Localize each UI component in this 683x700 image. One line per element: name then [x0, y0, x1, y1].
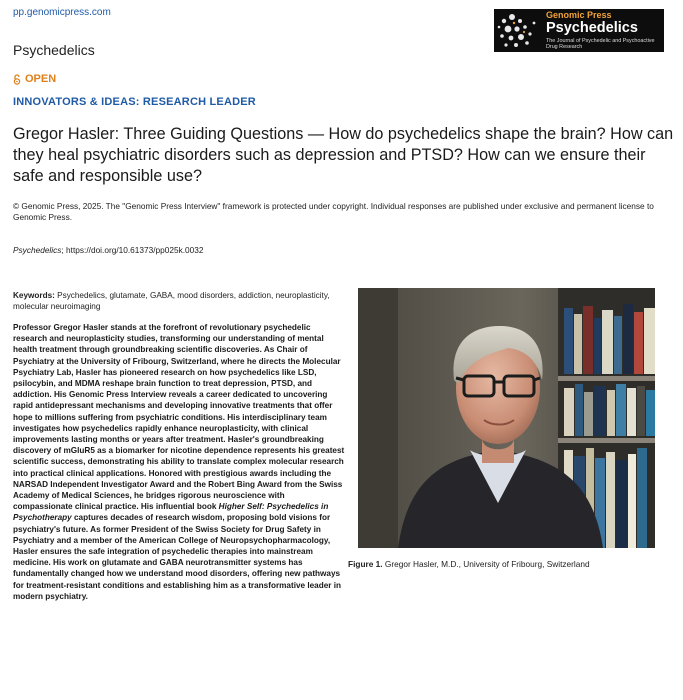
logo-publisher: Genomic Press	[546, 10, 612, 21]
open-lock-icon	[13, 74, 21, 85]
portrait-photo	[358, 288, 655, 548]
keywords-list: Psychedelics, glutamate, GABA, mood disorders, addiction, neuroplasticity, molecular neuroimaging	[13, 291, 330, 312]
journal-url[interactable]: pp.genomicpress.com	[13, 7, 111, 18]
abstract-text-2: captures decades of research wisdom, proposing bold visions for psychiatry's future. As former President of the Swiss Society for Drug Safety in Psychiatry and a member of the American College of Neuropsychopharmacology, Hasler ensures the safe integration of psychedelic therapies into mainstream medicine. His work on glutamate and GABA neurotransmitter systems has fundamentally changed how we understand mood disorders, offering new pathways for treatment-resistant conditions and establishing him as a transformative leader in modern psychiatry.	[13, 513, 342, 601]
open-access-label: OPEN	[25, 73, 57, 85]
logo-subtitle: The Journal of Psychedelic and Psychoactive Drug Research	[546, 37, 655, 50]
article-title: Gregor Hasler: Three Guiding Questions — How do psychedelics shape the brain? How can they heal psychiatric disorders such as depression and PTSD? How can we ensure their safe and responsible use?	[13, 125, 674, 185]
doi-link[interactable]: https://doi.org/10.61373/pp025k.0032	[66, 245, 204, 255]
section-heading: INNOVATORS & IDEAS: RESEARCH LEADER	[13, 96, 256, 108]
abstract-book-title: Higher Self: Psychedelics in Psychotherapy	[13, 502, 329, 523]
figure-caption-text: Gregor Hasler, M.D., University of Fribourg, Switzerland	[384, 559, 590, 569]
doi-journal: Psychedelics	[13, 245, 62, 255]
logo-molecule-icon	[494, 9, 542, 52]
journal-logo	[494, 9, 664, 52]
keywords-label: Keywords:	[13, 291, 55, 300]
logo-title: Psychedelics	[546, 20, 638, 37]
doi-line: Psychedelics; https://doi.org/10.61373/pp025k.0032	[13, 245, 204, 255]
keywords	[13, 290, 338, 312]
portrait-image	[358, 288, 655, 548]
figure-label: Figure 1.	[348, 559, 383, 569]
journal-name: Psychedelics	[13, 42, 95, 58]
open-access-badge	[13, 73, 56, 85]
copyright-notice: © Genomic Press, 2025. The "Genomic Press Interview" framework is protected under copyright. Individual responses are published under exclusive and permanent license to Genomic Press.	[13, 201, 654, 222]
abstract	[13, 322, 346, 602]
figure-caption	[348, 559, 590, 569]
abstract-text-1: Professor Gregor Hasler stands at the forefront of revolutionary psychedelic research and neuroplasticity studies, transforming our understanding of mental health treatment through groundbreaking scientific discoveries. As Chair of Psychiatry at the University of Fribourg, Switzerland, where he directs the Molecular Psychiatry Lab, Hasler has pioneered research on how psychedelics like LSD, psilocybin, and MDMA reshape brain function to treat depression, PTSD, and addiction. His Genomic Press Interview reveals a career dedicated to uncovering rapid antidepressant mechanisms and developing innovative treatments that offer hope to millions suffering from psychiatric conditions. His interdisciplinary team investigates how psychedelics rapidly enhance neuroplasticity, with clinical improvements lasting months or years after treatment. Hasler's groundbreaking discovery of mGluR5 as a biomarker for nicotine dependence represents his greatest scientific success, demonstrating his ability to translate complex molecular research into practical clinical applications. Honored with prestigious awards including the NARSAD Independent Investigator Award and the Robert Bing Award from the Swiss Academy of Medical Sciences, he bridges rigorous neuroscience with compassionate clinical practice. His influential book	[13, 323, 345, 512]
